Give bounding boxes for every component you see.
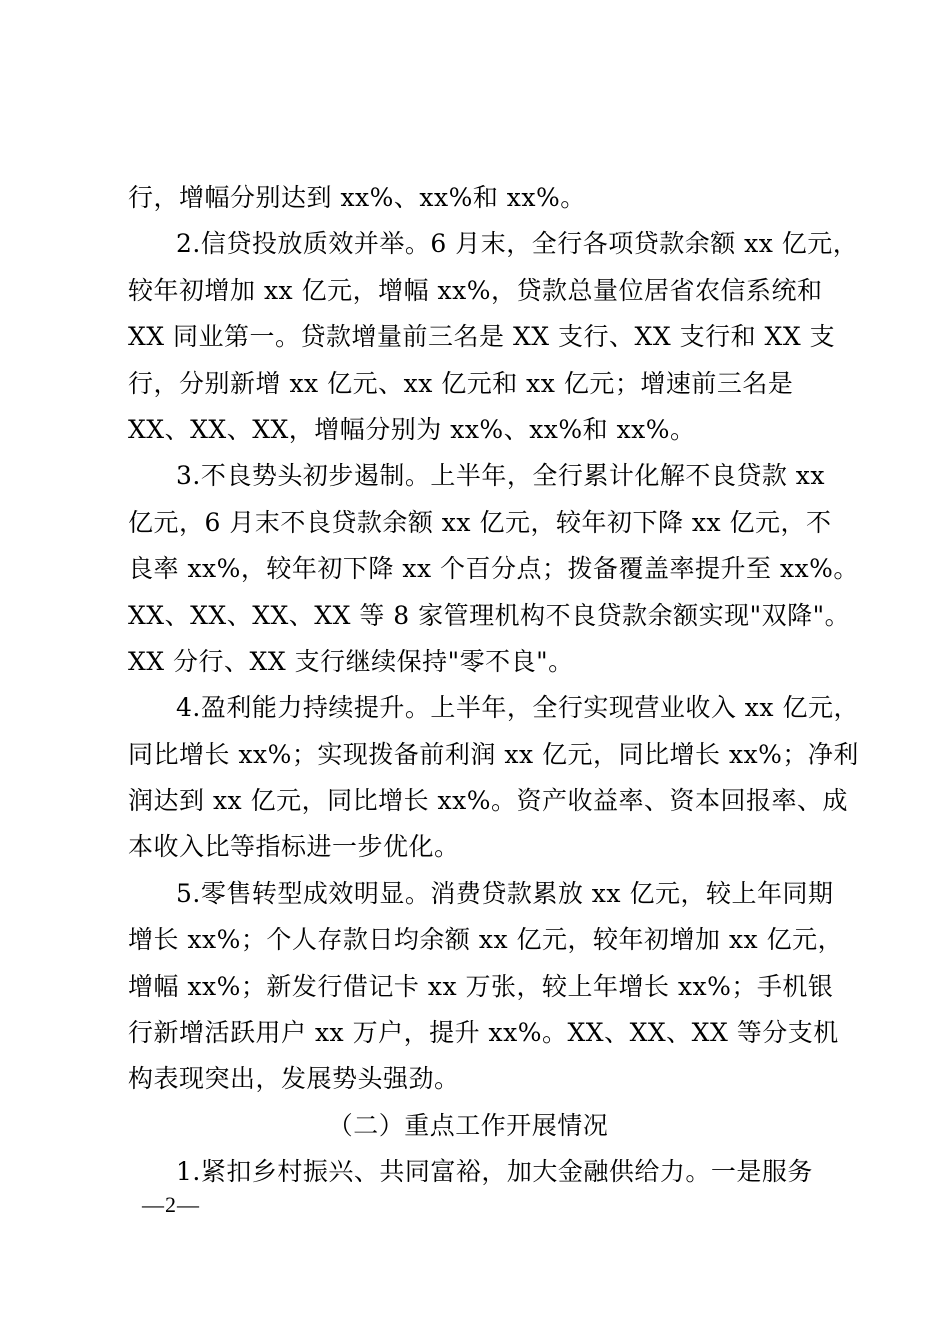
paragraph-npl-line: 3.不良势头初步遏制。上半年，全行累计化解不良贷款 xx — [176, 461, 825, 491]
page-number: —2— — [142, 1192, 200, 1217]
text-line: XX 同业第一。贷款增量前三名是 XX 支行、XX 支行和 XX 支 — [128, 322, 836, 352]
paragraph-profit-line: 4.盈利能力持续提升。上半年，全行实现营业收入 xx 亿元， — [176, 693, 859, 723]
text-line: 行，分别新增 xx 亿元、xx 亿元和 xx 亿元；增速前三名是 — [128, 368, 794, 398]
paragraph-rural-line: 1.紧扣乡村振兴、共同富裕，加大金融供给力。一是服务 — [176, 1157, 813, 1187]
text-line: 行，增幅分别达到 xx%、xx%和 xx%。 — [128, 183, 586, 212]
text-line: 润达到 xx 亿元，同比增长 xx%。资产收益率、资本回报率、成 — [128, 786, 848, 816]
text-line: XX、XX、XX、XX 等 8 家管理机构不良贷款余额实现"双降"。 — [128, 600, 851, 630]
text-line: 同比增长 xx%；实现拨备前利润 xx 亿元，同比增长 xx%；净利 — [128, 739, 859, 769]
text-line: 行新增活跃用户 xx 万户，提升 xx%。XX、XX、XX 等分支机 — [128, 1018, 839, 1048]
text-line: 亿元，6 月末不良贷款余额 xx 亿元，较年初下降 xx 亿元，不 — [128, 507, 832, 537]
text-line: XX、XX、XX，增幅分别为 xx%、xx%和 xx%。 — [128, 414, 696, 444]
text-line: 本收入比等指标进一步优化。 — [128, 832, 460, 862]
text-line: 良率 xx%，较年初下降 xx 个百分点；拨备覆盖率提升至 xx%。 — [128, 554, 859, 584]
body-text — [128, 175, 859, 1196]
text-line: 构表现突出，发展势头强劲。 — [128, 1064, 460, 1094]
text-line: 较年初增加 xx 亿元，增幅 xx%，贷款总量位居省农信系统和 — [128, 275, 823, 305]
text-line: 增幅 xx%；新发行借记卡 xx 万张，较上年增长 xx%；手机银 — [128, 971, 834, 1001]
text-line: 增长 xx%；个人存款日均余额 xx 亿元，较年初增加 xx 亿元， — [128, 925, 844, 955]
text-line: XX 分行、XX 支行继续保持"零不良"。 — [128, 646, 574, 676]
paragraph-credit-line: 2.信贷投放质效并举。6 月末，全行各项贷款余额 xx 亿元， — [176, 229, 859, 259]
paragraph-retail-line: 5.零售转型成效明显。消费贷款累放 xx 亿元，较上年同期 — [176, 878, 834, 908]
section-heading: （二）重点工作开展情况 — [327, 1110, 609, 1140]
